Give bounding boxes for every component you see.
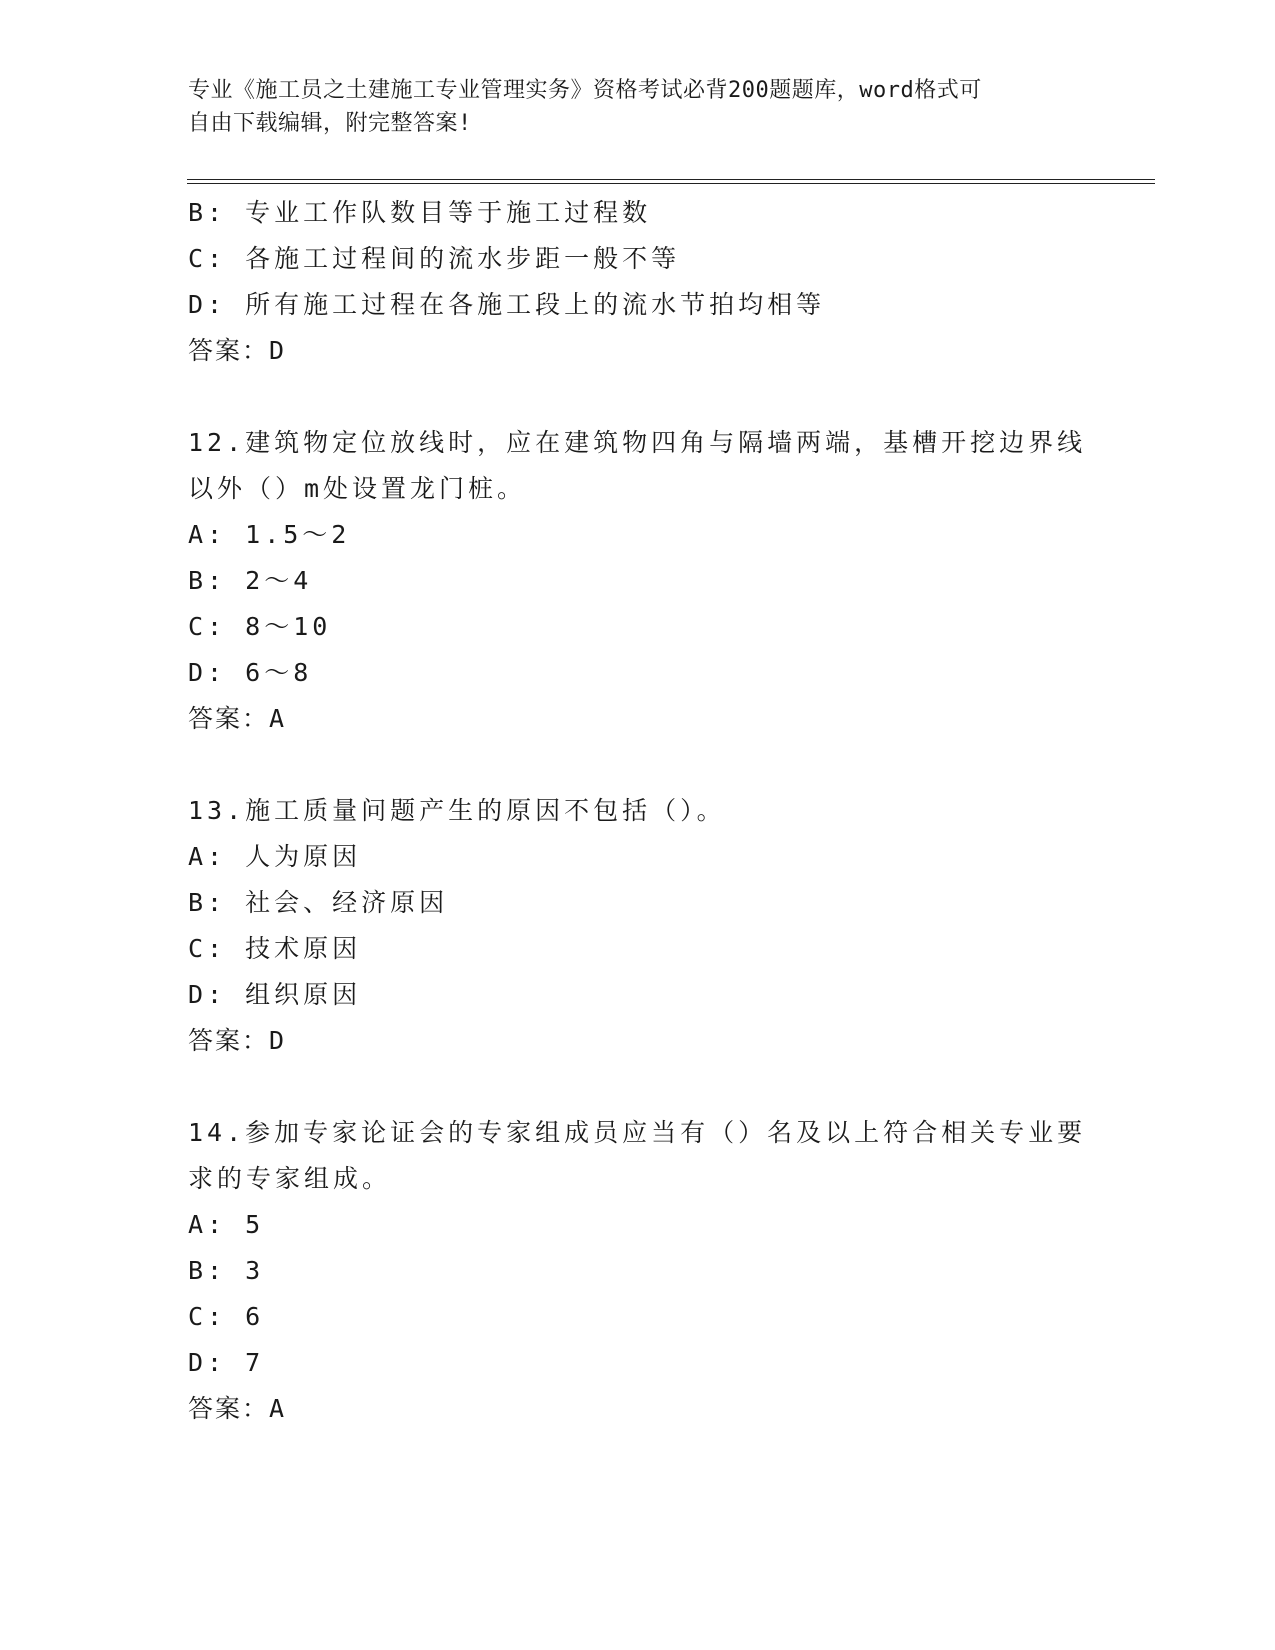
spacer bbox=[188, 742, 1088, 788]
header-title-line-1: 专业《施工员之土建施工专业管理实务》资格考试必背200题题库，word格式可 bbox=[188, 78, 982, 103]
option-b: B: 2～4 bbox=[188, 566, 313, 595]
option-c: C: 技术原因 bbox=[188, 934, 362, 963]
option-a: A: 5 bbox=[188, 1210, 265, 1239]
answer: 答案：D bbox=[188, 336, 287, 365]
option-b: B: 专业工作队数目等于施工过程数 bbox=[188, 198, 652, 227]
question-14 bbox=[188, 1110, 1088, 1432]
header-divider-top bbox=[187, 179, 1155, 180]
answer: 答案：D bbox=[188, 1026, 287, 1055]
question-13 bbox=[188, 788, 1088, 1064]
question-text: 14.参加专家论证会的专家组成员应当有（）名及以上符合相关专业要 bbox=[188, 1118, 1087, 1147]
header-title-line-2: 自由下载编辑，附完整答案! bbox=[188, 111, 472, 136]
question-text: 求的专家组成。 bbox=[188, 1164, 392, 1193]
option-c: C: 8～10 bbox=[188, 612, 332, 641]
spacer bbox=[188, 374, 1088, 420]
answer: 答案：A bbox=[188, 704, 287, 733]
question-12 bbox=[188, 420, 1088, 742]
option-a: A: 人为原因 bbox=[188, 842, 362, 871]
option-b: B: 3 bbox=[188, 1256, 265, 1285]
option-d: D: 7 bbox=[188, 1348, 265, 1377]
header-divider-bottom bbox=[187, 183, 1155, 184]
spacer bbox=[188, 1064, 1088, 1110]
answer: 答案：A bbox=[188, 1394, 287, 1423]
document-header bbox=[188, 74, 1068, 140]
option-c: C: 各施工过程间的流水步距一般不等 bbox=[188, 244, 681, 273]
option-c: C: 6 bbox=[188, 1302, 265, 1331]
question-11-continued bbox=[188, 190, 1088, 374]
question-content bbox=[188, 190, 1088, 1432]
option-a: A: 1.5～2 bbox=[188, 520, 351, 549]
option-d: D: 6～8 bbox=[188, 658, 313, 687]
option-d: D: 所有施工过程在各施工段上的流水节拍均相等 bbox=[188, 290, 826, 319]
option-d: D: 组织原因 bbox=[188, 980, 362, 1009]
question-text: 13.施工质量问题产生的原因不包括（）。 bbox=[188, 796, 726, 825]
question-text: 以外（）m处设置龙门桩。 bbox=[188, 474, 527, 503]
option-b: B: 社会、经济原因 bbox=[188, 888, 449, 917]
question-text: 12.建筑物定位放线时，应在建筑物四角与隔墙两端，基槽开挖边界线 bbox=[188, 428, 1087, 457]
